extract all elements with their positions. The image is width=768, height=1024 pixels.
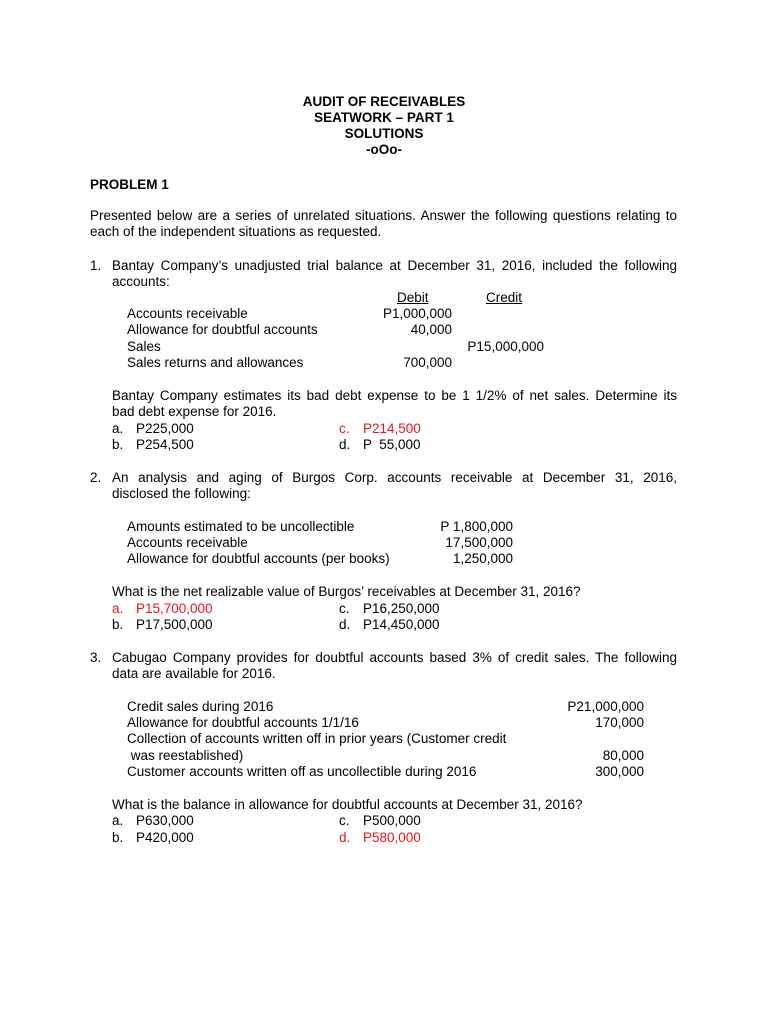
q1-row-debit: 40,000 — [410, 322, 452, 337]
intro-line-2: each of the independent situations as requested. — [90, 224, 382, 239]
intro-line-1: Presented below are a series of unrelated situations. Answer the following questions relating to — [90, 208, 677, 223]
q3-line-2: data are available for 2016. — [112, 666, 276, 681]
q1-row-label: Accounts receivable — [127, 306, 248, 321]
q1-row-label: Sales — [127, 339, 161, 354]
q2-choice-a: a. P15,700,000 — [112, 601, 213, 616]
header-solutions: SOLUTIONS — [344, 126, 424, 141]
q3-row-label: was reestablished) — [127, 748, 244, 763]
q2-row-label: Accounts receivable — [127, 535, 248, 550]
q1-choice-c: c. P214,500 — [339, 421, 421, 436]
q1-debit-header: Debit — [397, 290, 429, 305]
q1-line-2: accounts: — [112, 274, 170, 289]
q1-question-1: Bantay Company estimates its bad debt expense to be 1 1/2% of net sales. Determine its — [112, 388, 677, 403]
q2-question: What is the net realizable value of Burgos’ receivables at December 31, 2016? — [112, 584, 581, 599]
q2-choice-c: c. P16,250,000 — [339, 601, 440, 616]
q1-choice-d: d. P 55,000 — [339, 437, 421, 452]
q3-row-label: Credit sales during 2016 — [127, 699, 274, 714]
q2-choice-d: d. P14,450,000 — [339, 617, 440, 632]
q2-row-amount: 1,250,000 — [452, 551, 513, 566]
problem-title: PROBLEM 1 — [90, 177, 169, 192]
q3-row-amount: 170,000 — [595, 715, 644, 730]
q1-number: 1. — [90, 258, 102, 273]
q3-line-1: Cabugao Company provides for doubtful accounts based 3% of credit sales. The following — [112, 650, 677, 665]
q2-line-1: An analysis and aging of Burgos Corp. accounts receivable at December 31, 2016, — [112, 470, 677, 485]
q3-choice-a: a. P630,000 — [112, 813, 194, 828]
q2-row-amount: 17,500,000 — [445, 535, 513, 550]
q3-choice-b: b. P420,000 — [112, 830, 194, 845]
q1-credit-header: Credit — [486, 290, 523, 305]
q3-choice-d: d. P580,000 — [339, 830, 421, 845]
q1-row-credit: P15,000,000 — [467, 339, 544, 354]
q3-choice-c: c. P500,000 — [339, 813, 421, 828]
q2-row-label: Allowance for doubtful accounts (per books) — [127, 551, 390, 566]
q3-row-label: Allowance for doubtful accounts 1/1/16 — [127, 715, 359, 730]
q2-choice-b: b. P17,500,000 — [112, 617, 213, 632]
q3-row-amount: 80,000 — [602, 748, 644, 763]
q1-row-debit: P1,000,000 — [382, 306, 452, 321]
q1-row-label: Sales returns and allowances — [127, 355, 304, 370]
q1-question-2: bad debt expense for 2016. — [112, 404, 277, 419]
q3-row-label: Customer accounts written off as uncollectible during 2016 — [127, 764, 477, 779]
q1-line-1: Bantay Company’s unadjusted trial balance at December 31, 2016, included the following — [112, 258, 677, 273]
q3-number: 3. — [90, 650, 102, 665]
header-subtitle: SEATWORK – PART 1 — [314, 110, 454, 125]
header-title: AUDIT OF RECEIVABLES — [302, 94, 466, 109]
q2-number: 2. — [90, 470, 102, 485]
q1-choice-a: a. P225,000 — [112, 421, 194, 436]
q3-question: What is the balance in allowance for doubtful accounts at December 31, 2016? — [112, 797, 583, 812]
q1-row-label: Allowance for doubtful accounts — [127, 322, 318, 337]
q2-row-amount: P 1,800,000 — [440, 519, 513, 534]
q2-row-label: Amounts estimated to be uncollectible — [127, 519, 355, 534]
q1-choice-b: b. P254,500 — [112, 437, 194, 452]
header-ornament: -oOo- — [366, 142, 402, 157]
q1-row-debit: 700,000 — [403, 355, 452, 370]
q3-row-label: Collection of accounts written off in prior years (Customer credit — [127, 731, 507, 746]
q3-row-amount: P21,000,000 — [567, 699, 644, 714]
q3-row-amount: 300,000 — [595, 764, 644, 779]
q2-line-2: disclosed the following: — [112, 486, 251, 501]
